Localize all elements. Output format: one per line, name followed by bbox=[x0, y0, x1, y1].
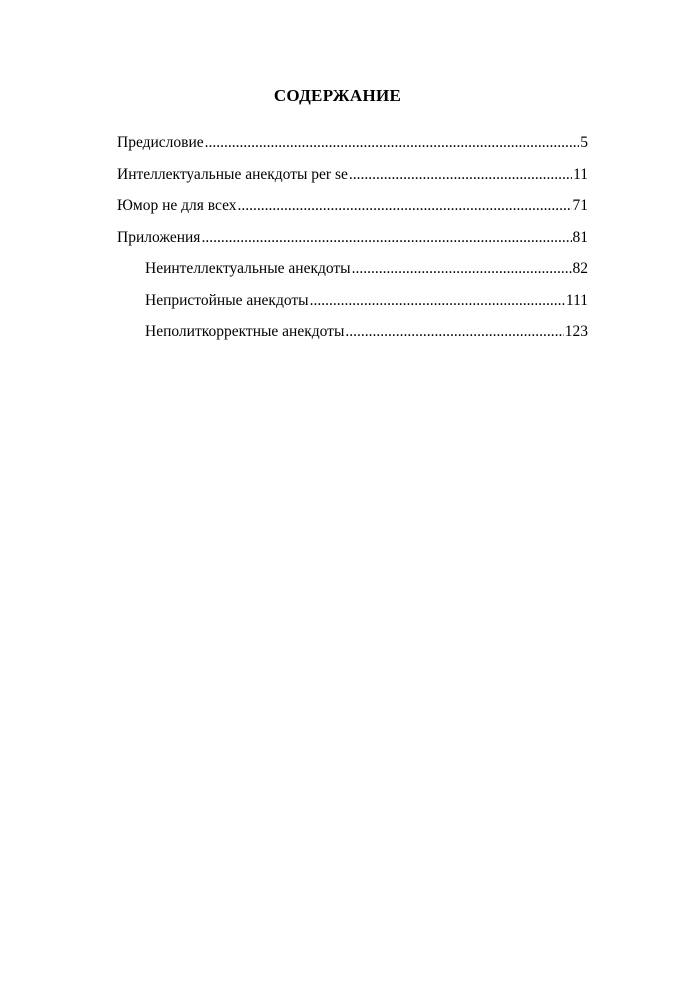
toc-entry-label: Неполиткорректные анекдоты bbox=[145, 323, 345, 340]
toc-leader-dots bbox=[201, 226, 571, 250]
toc-entry-page-number: 111 bbox=[565, 291, 588, 309]
toc-entry-page-number: 5 bbox=[580, 134, 588, 151]
toc-entry-page-number: 81 bbox=[572, 228, 588, 246]
toc-leader-dots bbox=[310, 289, 565, 313]
toc-entry-humor-not-for-all[interactable] bbox=[117, 194, 588, 226]
toc-entry-obscene-jokes[interactable] bbox=[117, 289, 588, 321]
toc-entry-intellectual-jokes[interactable] bbox=[117, 163, 588, 195]
toc-entry-label: Неинтеллектуальные анекдоты bbox=[145, 260, 351, 277]
toc-entry-appendices[interactable] bbox=[117, 226, 588, 258]
toc-entry-page-number: 123 bbox=[564, 323, 588, 340]
toc-entry-label: Предисловие bbox=[117, 134, 204, 151]
toc-entry-page-number: 11 bbox=[573, 165, 588, 183]
toc-entry-label: Приложения bbox=[117, 228, 201, 246]
toc-entry-page-number: 82 bbox=[572, 260, 588, 277]
toc-leader-dots bbox=[238, 194, 572, 218]
toc-entry-preface[interactable] bbox=[117, 131, 588, 163]
toc-entry-label: Юмор не для всех bbox=[117, 197, 237, 214]
toc-entry-label: Интеллектуальные анекдоты per se bbox=[117, 165, 348, 183]
toc-entry-politically-incorrect-jokes[interactable] bbox=[117, 320, 588, 352]
toc-leader-dots bbox=[205, 131, 580, 155]
toc-entry-label: Непристойные анекдоты bbox=[145, 291, 309, 309]
toc-leader-dots bbox=[352, 257, 572, 281]
page-title: СОДЕРЖАНИЕ bbox=[273, 86, 402, 105]
table-of-contents bbox=[117, 131, 588, 352]
toc-entry-page-number: 71 bbox=[572, 197, 588, 214]
toc-leader-dots bbox=[349, 163, 572, 187]
toc-entry-non-intellectual-jokes[interactable] bbox=[117, 257, 588, 289]
toc-leader-dots bbox=[345, 320, 563, 344]
